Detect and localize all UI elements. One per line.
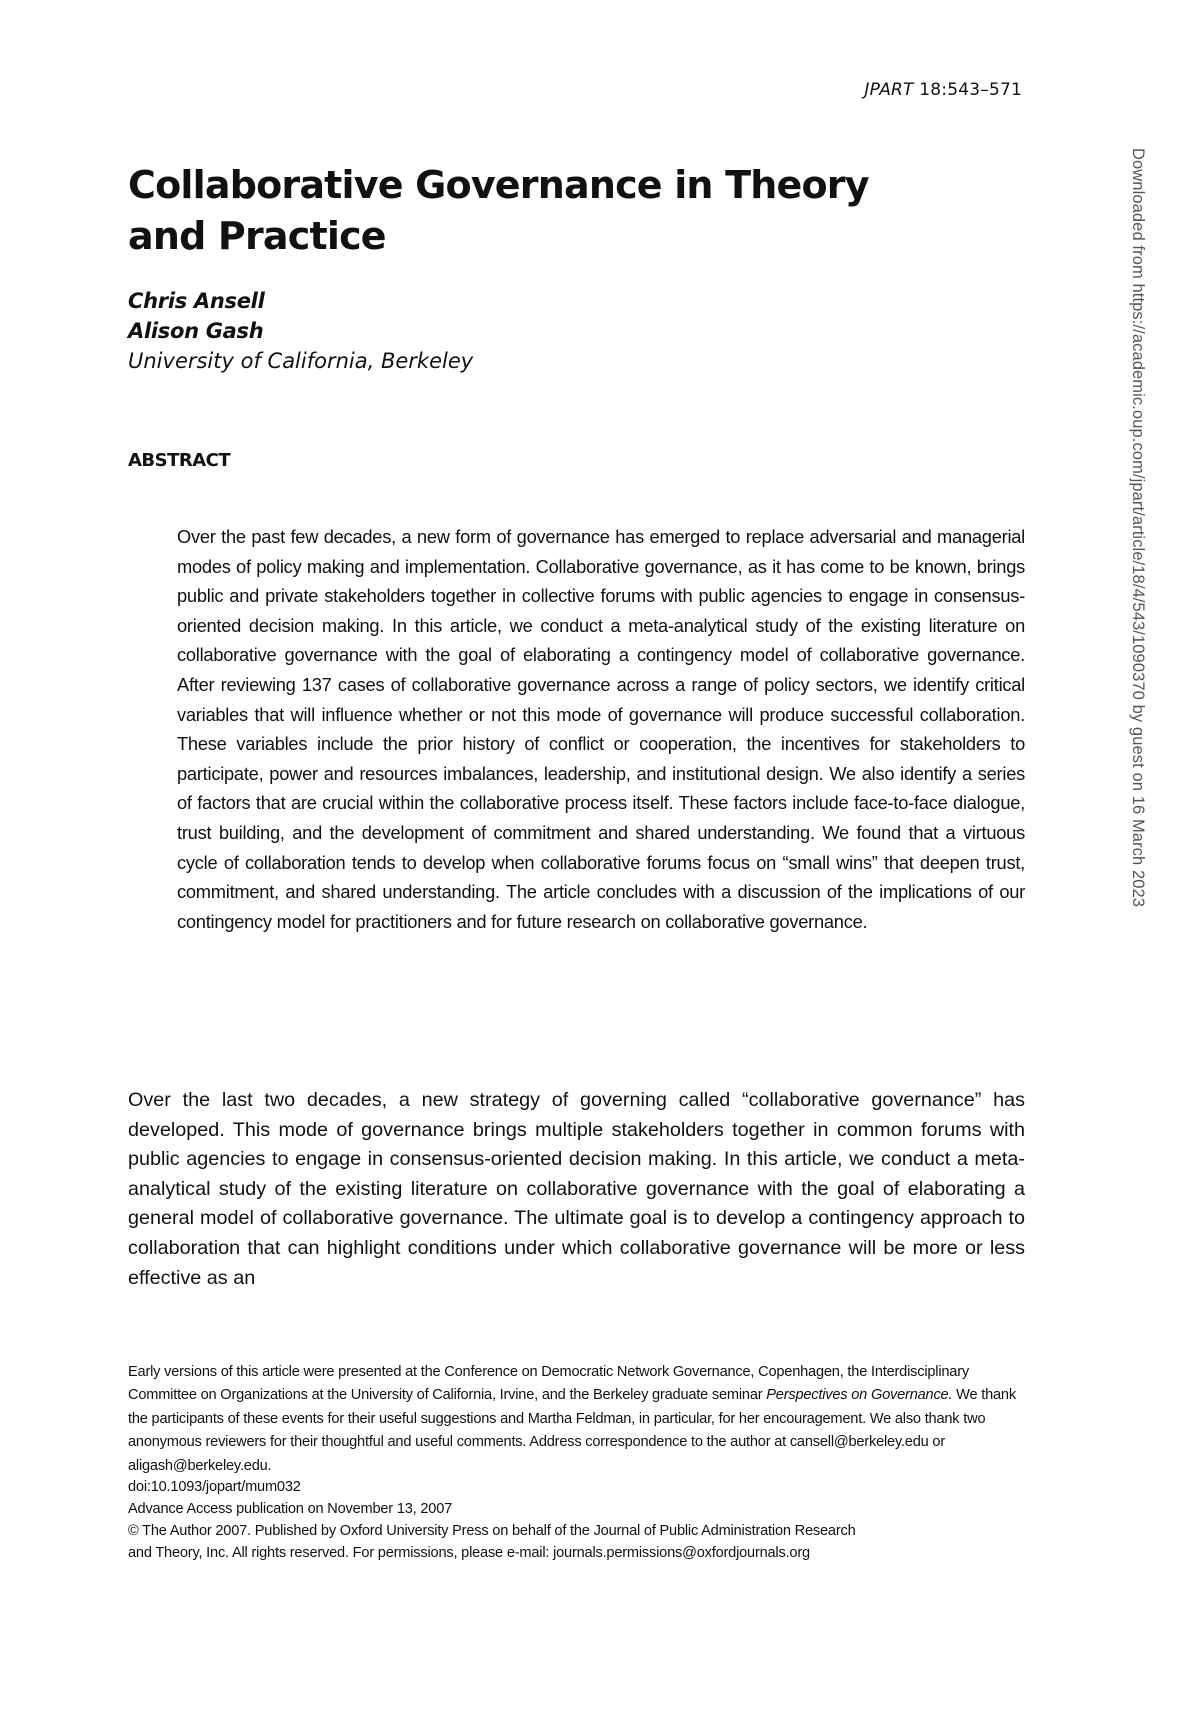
copyright-line: and Theory, Inc. All rights reserved. For permissions, please e-mail: journals.permissions@oxfordjournals.org	[128, 1545, 810, 1561]
article-title: Collaborative Governance in Theory and Practice	[128, 163, 869, 258]
journal-name: JPART	[864, 80, 914, 100]
copyright-line: © The Author 2007. Published by Oxford University Press on behalf of the Journal of Public Administration Research	[128, 1523, 856, 1539]
abstract-text: Over the past few decades, a new form of governance has emerged to replace adversarial and managerial modes of policy making and implementation. Collaborative governance, as it has come to be known, brings public and private stakeholders together in collective forums with public agencies to engage in consensus-oriented decision making. In this article, we conduct a meta-analytical study of the existing literature on collaborative governance with the goal of elaborating a contingency model of collaborative governance. After reviewing 137 cases of collaborative governance across a range of policy sectors, we identify critical variables that will influence whether or not this mode of governance will produce successful collaboration. These variables include the prior history of conflict or cooperation, the incentives for stakeholders to participate, power and resources imbalances, leadership, and institutional design. We also identify a series of factors that are crucial within the collaborative process itself. These factors include face-to-face dialogue, trust building, and the development of commitment and shared understanding. We found that a virtuous cycle of collaboration tends to develop when collaborative forums focus on “small wins” that deepen trust, commitment, and shared understanding. The article concludes with a discussion of the implications of our contingency model for practitioners and for future research on collaborative governance.	[177, 526, 1025, 932]
advance-access-date: Advance Access publication on November 13, 2007	[128, 1501, 453, 1517]
author-name: Alison Gash	[128, 319, 264, 343]
journal-pages: 18:543–571	[919, 80, 1022, 100]
footnote-text-part1: Early versions of this article were presented at the Conference on Democratic Network Governance, Copenhagen, the Interdisciplinary Committee on Organizations at the University of California, Irvine, and the Berkeley graduate seminar	[128, 1364, 969, 1404]
body-paragraph: Over the last two decades, a new strategy of governing called “collaborative governance” has developed. This mode of governance brings multiple stakeholders together in common forums with public agencies to engage in consensus-oriented decision making. In this article, we conduct a meta-analytical study of the existing literature on collaborative governance with the goal of elaborating a general model of collaborative governance. The ultimate goal is to develop a contingency approach to collaboration that can highlight conditions under which collaborative governance will be more or less effective as an	[128, 1089, 1025, 1289]
journal-reference	[864, 80, 1022, 100]
publication-info	[128, 1476, 1025, 1564]
author-block	[128, 286, 473, 376]
download-watermark: Downloaded from https://academic.oup.com/jpart/article/18/4/543/1090370 by guest on 16 March 2023	[1129, 148, 1147, 908]
doi: doi:10.1093/jopart/mum032	[128, 1479, 301, 1495]
footnote-text-part2: We thank the participants of these events for their useful suggestions and Martha Feldman, in particular, for her encouragement. We also thank two anonymous reviewers for their thoughtful and useful comments. Address correspondence to the author at cansell@berkeley.edu or aligash@berkeley.edu.	[128, 1387, 1016, 1474]
footnote-seminar-title: Perspectives on Governance.	[766, 1387, 953, 1404]
acknowledgement-footnote	[128, 1361, 1025, 1478]
author-name: Chris Ansell	[128, 289, 265, 313]
author-affiliation: University of California, Berkeley	[128, 349, 474, 373]
abstract-heading: ABSTRACT	[128, 450, 231, 471]
